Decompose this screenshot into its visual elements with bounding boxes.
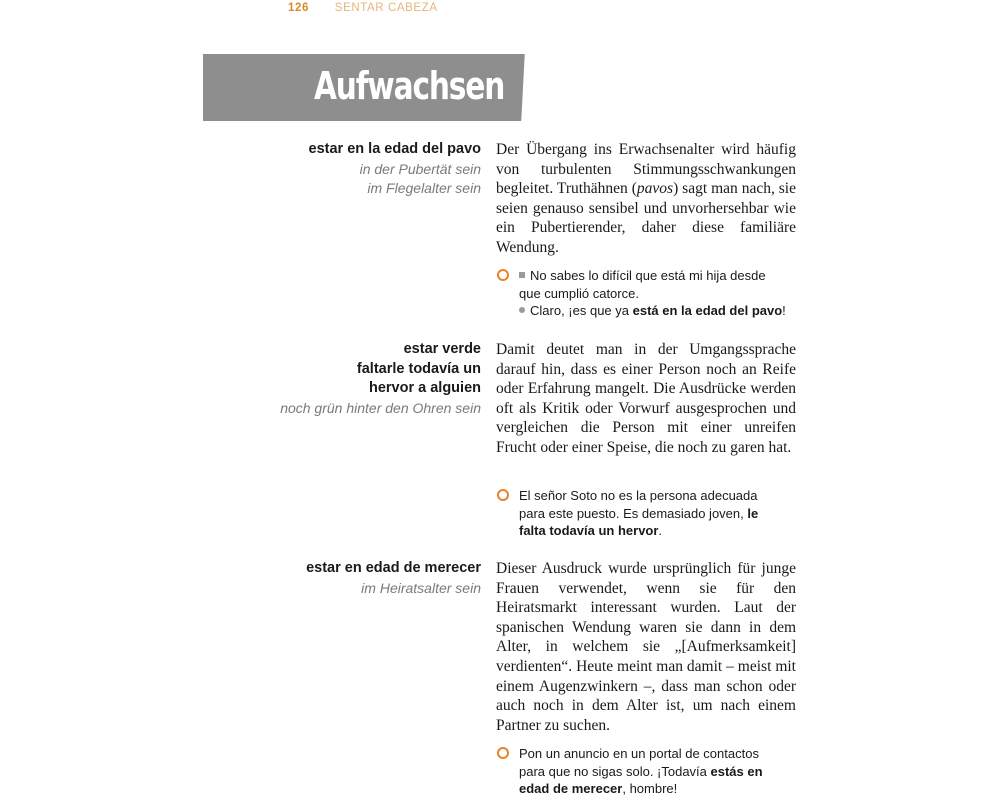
term: hervor a alguien <box>368 380 481 396</box>
example-highlight: está en la edad del pavo <box>632 303 783 318</box>
example-block <box>497 267 797 320</box>
example-line: , hombre! <box>622 781 678 796</box>
example-highlight: falta todavía un hervor <box>519 523 659 538</box>
example-circle-icon <box>497 489 509 501</box>
example-highlight: edad de merecer <box>519 781 623 796</box>
description-text: Der Übergang ins Erwachsenalter wird häufig von turbulenten Stimmungsschwankungen begleitet. Truthähnen ( <box>496 141 796 198</box>
example-block <box>497 487 797 540</box>
translation: noch grün hinter den Ohren sein <box>280 399 481 416</box>
term: estar en edad de merecer <box>306 560 481 576</box>
example-highlight: estás en <box>710 763 763 779</box>
example-line: Claro, ¡es que ya <box>530 303 633 318</box>
example-line: para que no sigas solo. ¡Todavía <box>519 763 711 779</box>
example-line: que cumplió catorce. <box>519 285 639 301</box>
speaker-a-square-icon <box>519 272 525 278</box>
example-line: El señor Soto no es la persona adecuada <box>519 488 758 503</box>
term: estar verde <box>403 341 481 357</box>
entry-description: Damit deutet man in der Umgangssprache darauf hin, dass es einer Person noch an Reife oder Erfahrung mangelt. Die Ausdrücke werden oft als Kritik oder Vorwurf ausgesprochen und vergleichen die Person mit einer unreifen Frucht oder einer Speise, die noch zu garen hat. <box>496 341 796 456</box>
section-title: SENTAR CABEZA <box>334 2 438 14</box>
entry-description <box>496 140 796 258</box>
translation: in der Pubertät sein <box>359 160 481 177</box>
translation: im Heiratsalter sein <box>361 579 481 596</box>
chapter-title: Aufwachsen <box>314 64 505 108</box>
description-italic: pavos <box>636 180 674 198</box>
entry-description: Dieser Ausdruck wurde ursprünglich für junge Frauen verwendet, wenn sie für den Heiratsmarkt interessant wurden. Laut der spanischen Wendung waren sie dann in dem Alter, in welchem sie „[Aufmerksamkeit] verdienten“. Heute meint man damit – meist mit einem Augenzwinkern –, dass man schon oder auch noch in dem Alter ist, um nach einem Partner zu suchen. <box>496 560 796 734</box>
example-line: para este puesto. Es demasiado joven, <box>519 505 748 521</box>
example-line: . <box>658 523 663 538</box>
running-head <box>288 2 438 14</box>
entry-terms <box>221 140 481 199</box>
speaker-b-dot-icon <box>519 307 525 313</box>
example-line: ! <box>782 303 786 318</box>
entry-terms <box>221 559 481 598</box>
example-line: No sabes lo difícil que está mi hija desde <box>530 268 766 283</box>
description-text: ) sagt man nach, sie seien genauso sensibel und unvorhersehbar wie ein Pubertierender, daher diese familiäre Wendung. <box>496 180 796 256</box>
entry-terms <box>221 340 481 418</box>
page-number: 126 <box>288 2 309 14</box>
term: estar en la edad del pavo <box>308 141 481 157</box>
example-block <box>497 745 797 798</box>
example-circle-icon <box>497 747 509 759</box>
example-line: Pon un anuncio en un portal de contactos <box>519 746 759 761</box>
term: faltarle todavía un <box>356 360 481 377</box>
translation: im Flegelalter sein <box>367 180 481 196</box>
example-circle-icon <box>497 269 509 281</box>
example-highlight: le <box>747 505 759 521</box>
